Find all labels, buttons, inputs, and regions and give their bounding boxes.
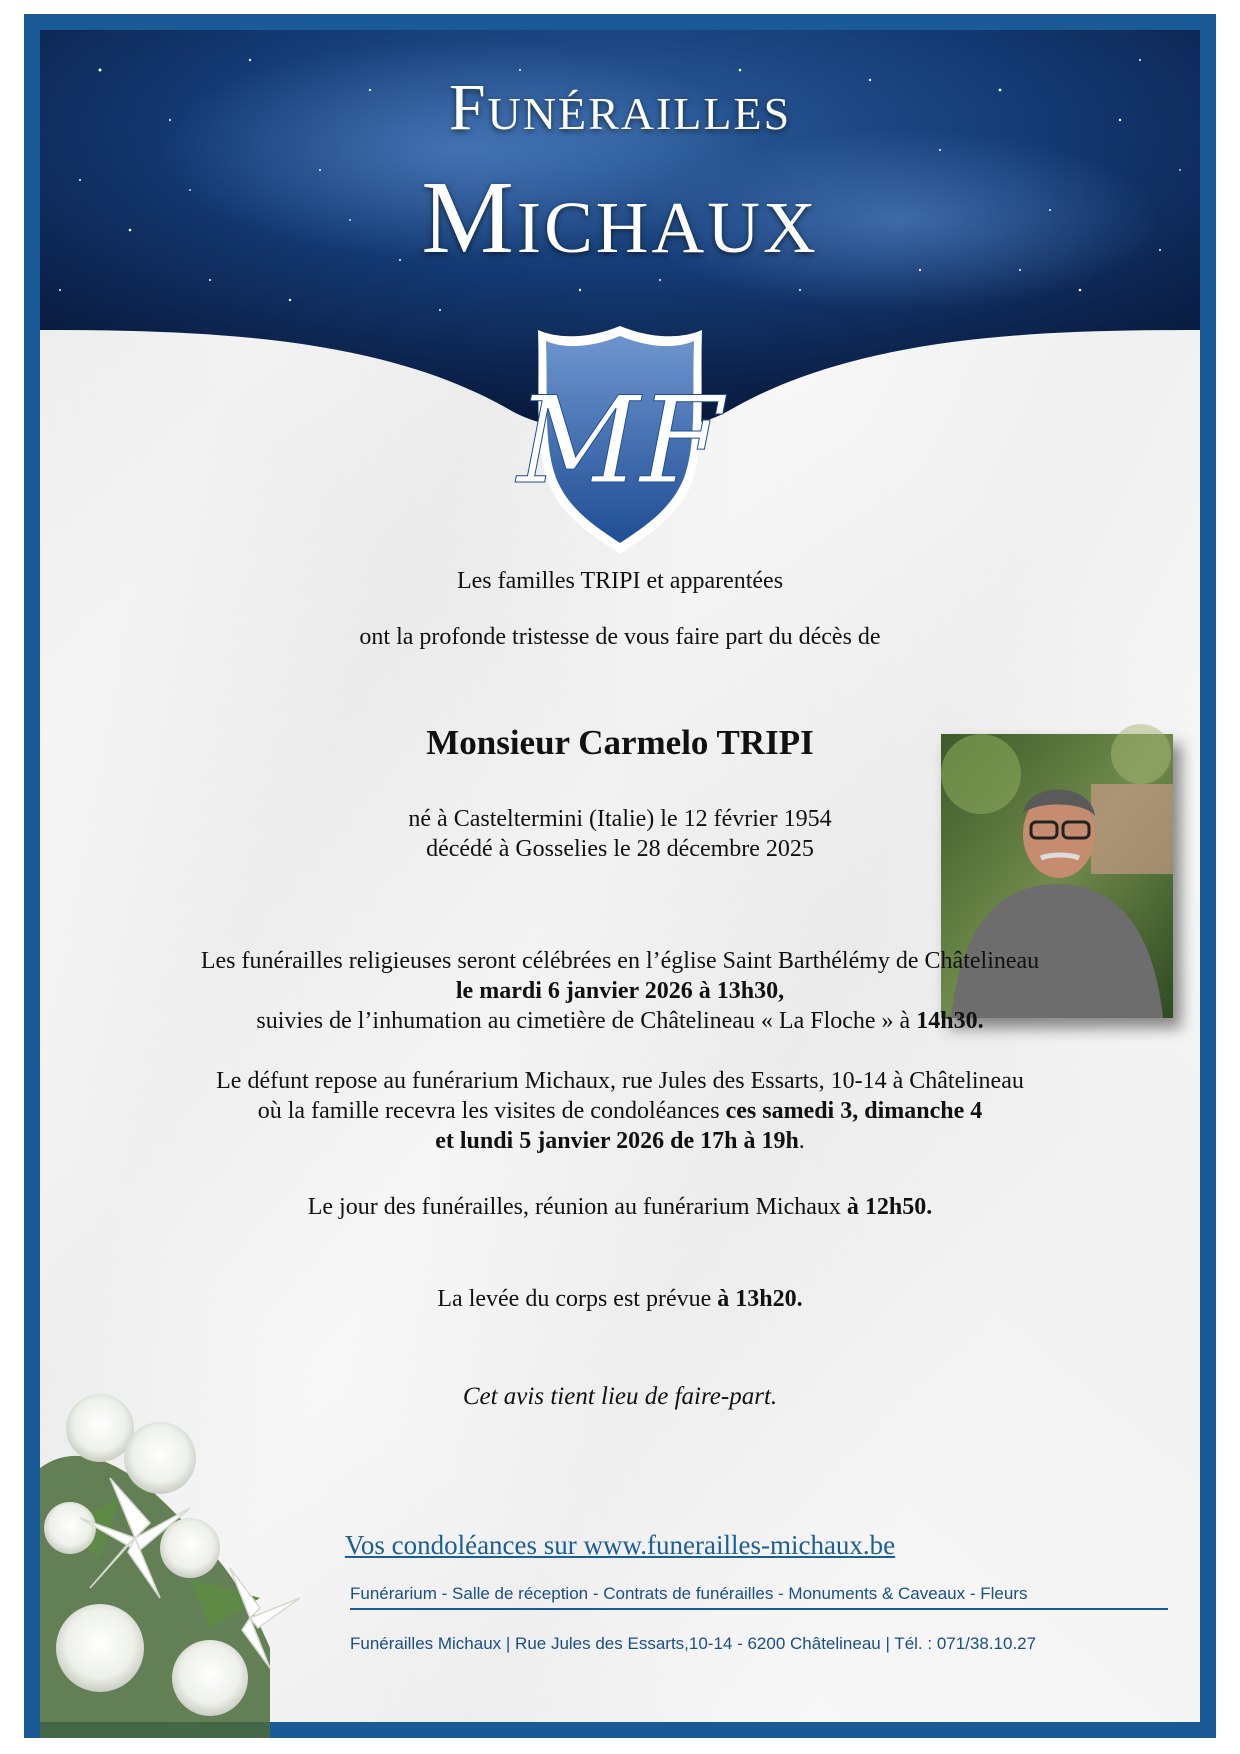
visits-line-1: Le défunt repose au funérarium Michaux, rue Jules des Essarts, 10-14 à Châtelineau [216,1068,1024,1094]
ceremony-line-3: suivies de l’inhumation au cimetière de Châtelineau « La Floche » à 14h30. [256,1008,984,1034]
meeting-line: Le jour des funérailles, réunion au funérarium Michaux à 12h50. [307,1194,933,1220]
visits-line-3: et lundi 5 janvier 2026 de 17h à 19h. [435,1128,805,1154]
mf-shield-logo [516,322,724,558]
ceremony-line-1: Les funérailles religieuses seront célébrées en l’église Saint Barthélémy de Châtelineau [200,948,1040,974]
condolences-link[interactable]: Vos condoléances sur www.funerailles-michaux.be [344,1530,896,1560]
brand-main-title: Michaux [421,160,819,275]
contact-line: Funérailles Michaux | Rue Jules des Essarts,10-14 - 6200 Châtelineau | Tél. : 071/38.10.27 [350,1634,1037,1653]
death-line: décédé à Gosselies le 28 décembre 2025 [426,836,814,862]
obituary-card [24,14,1216,1738]
ceremony-line-2: le mardi 6 janvier 2026 à 13h30, [455,978,785,1004]
brand-top-title: Funérailles [448,71,792,144]
families-line: Les familles TRIPI et apparentées [456,568,784,594]
birth-line: né à Casteltermini (Italie) le 12 février 1954 [408,806,832,832]
visits-line-2: où la famille recevra les visites de condoléances ces samedi 3, dimanche 4 [257,1098,983,1124]
services-line: Funérarium - Salle de réception - Contrats de funérailles - Monuments & Caveaux - Fleurs [350,1584,1028,1603]
levee-line: La levée du corps est prévue à 13h20. [437,1286,803,1312]
footer-divider [350,1608,1168,1610]
notice-line: Cet avis tient lieu de faire-part. [462,1383,778,1410]
deceased-name: Monsieur Carmelo TRIPI [426,723,814,762]
intro-line: ont la profonde tristesse de vous faire part du décès de [359,624,881,650]
logo-letters: MF [516,372,724,511]
